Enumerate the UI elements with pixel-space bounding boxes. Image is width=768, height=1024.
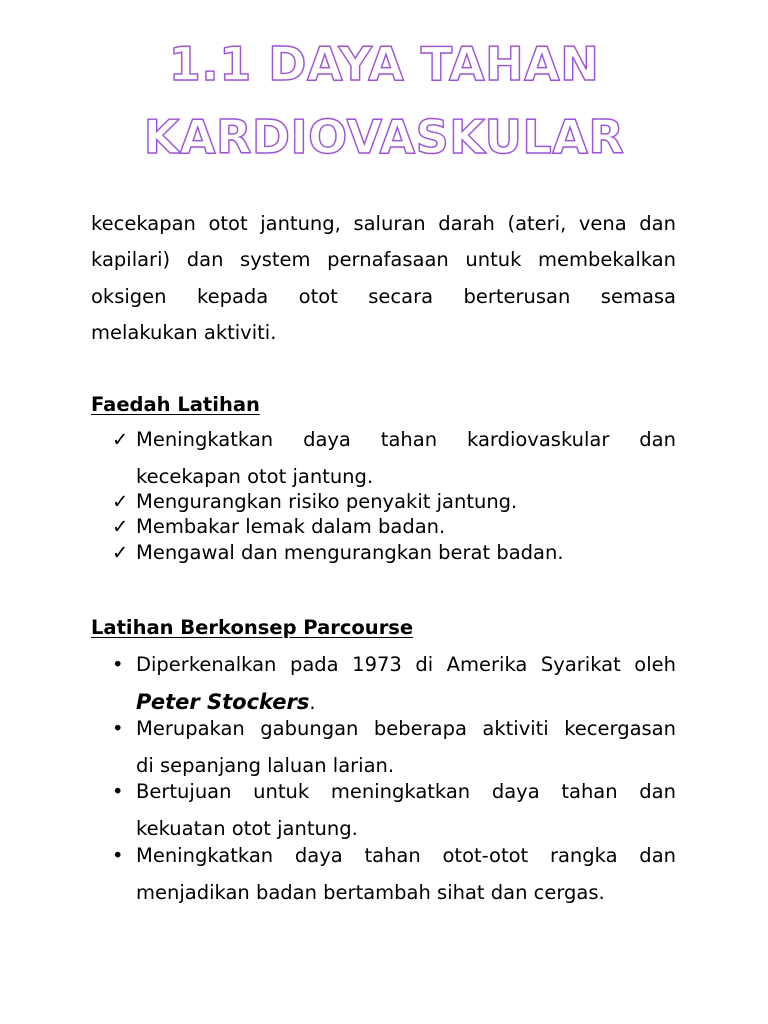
bullet-item-line: Merupakan gabungan beberapa aktiviti kecergasan	[136, 717, 676, 740]
check-icon: ✓	[112, 490, 129, 513]
bullet-icon: •	[112, 780, 124, 803]
intro-line: melakukan aktiviti.	[91, 321, 277, 344]
intro-line: kecekapan otot jantung, saluran darah (ateri, vena dan	[91, 212, 676, 235]
faedah-heading: Faedah Latihan	[91, 393, 260, 416]
page-title-line-2: KARDIOVASKULAR	[143, 110, 625, 164]
checklist-item-line: Mengurangkan risiko penyakit jantung.	[136, 490, 518, 513]
bullet-item-line: Meningkatkan daya tahan otot-otot rangka dan	[136, 844, 676, 867]
page-title-line-1: 1.1 DAYA TAHAN	[168, 37, 600, 91]
emphasized-name: Peter Stockers	[136, 690, 310, 714]
checklist-item-line: Meningkatkan daya tahan kardiovaskular dan	[136, 428, 676, 451]
bullet-item-line: Bertujuan untuk meningkatkan daya tahan dan	[136, 780, 676, 803]
parcourse-heading: Latihan Berkonsep Parcourse	[91, 616, 414, 639]
checklist-item-line: kecekapan otot jantung.	[136, 465, 374, 488]
sentence-end: .	[309, 691, 316, 714]
bullet-item-line	[136, 689, 676, 715]
checklist-item-line: Mengawal dan mengurangkan berat badan.	[136, 541, 564, 564]
check-icon: ✓	[112, 541, 129, 564]
bullet-item-line: di sepanjang laluan larian.	[136, 754, 395, 777]
bullet-item-line: Diperkenalkan pada 1973 di Amerika Syarikat oleh	[136, 653, 676, 676]
bullet-icon: •	[112, 653, 124, 676]
intro-line: oksigen kepada otot secara berterusan semasa	[91, 285, 676, 308]
intro-line: kapilari) dan system pernafasaan untuk membekalkan	[91, 248, 676, 271]
bullet-item-line: kekuatan otot jantung.	[136, 817, 358, 840]
bullet-icon: •	[112, 844, 124, 867]
checklist-item-line: Membakar lemak dalam badan.	[136, 515, 446, 538]
bullet-icon: •	[112, 717, 124, 740]
bullet-item-line: menjadikan badan bertambah sihat dan cergas.	[136, 881, 605, 904]
check-icon: ✓	[112, 515, 129, 538]
check-icon: ✓	[112, 428, 129, 451]
